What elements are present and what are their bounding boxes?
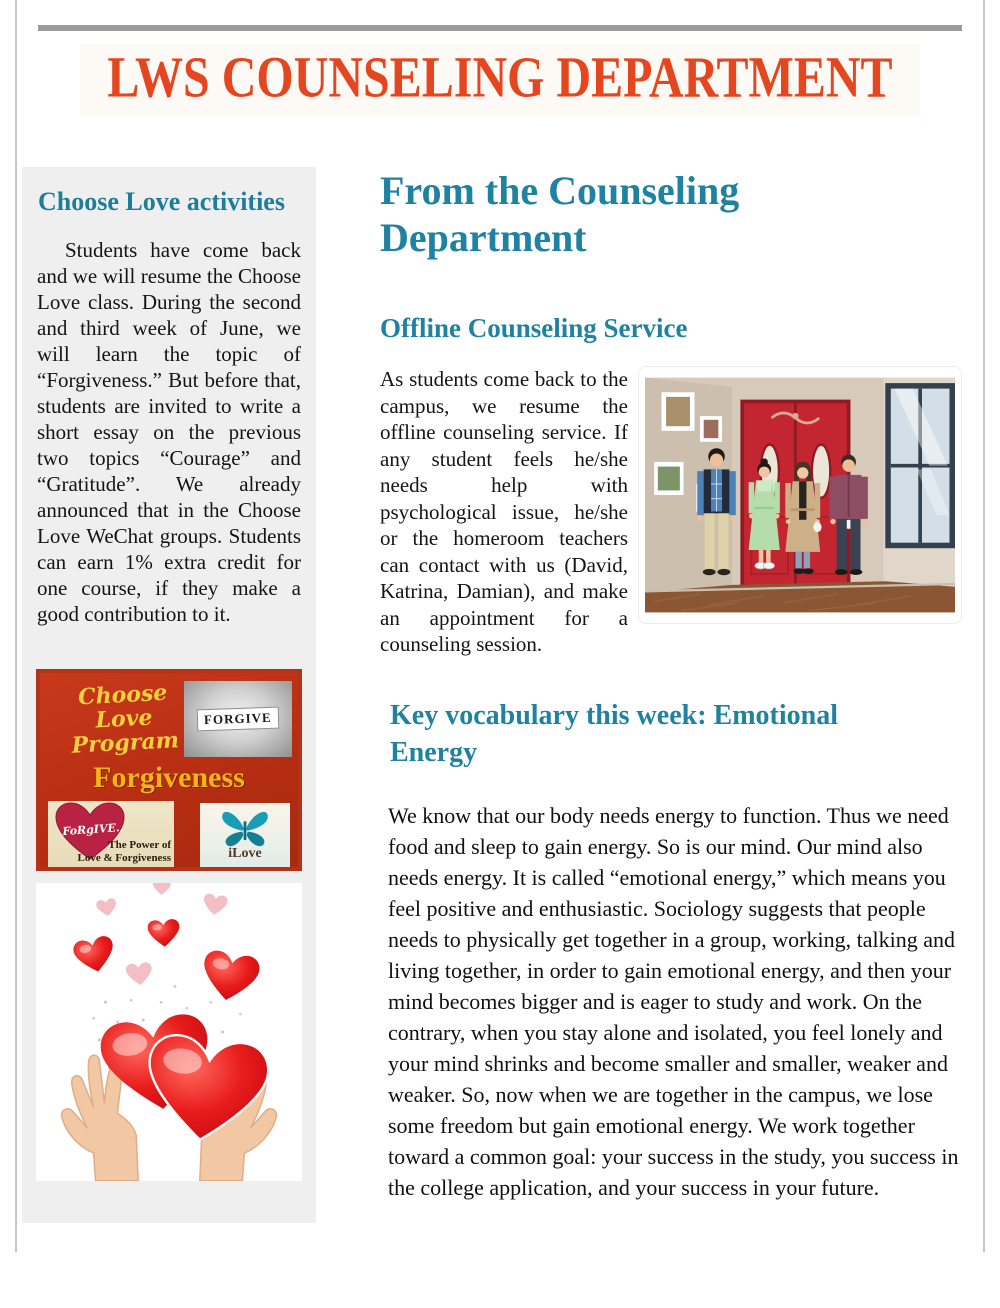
sidebar: [22, 167, 316, 1223]
collage-program-text: Choose Love Program: [70, 679, 180, 759]
collage-forgiveness-title: Forgiveness: [93, 761, 245, 794]
page-border-right: [983, 0, 985, 1252]
main-heading: From the Counseling Department: [380, 168, 740, 261]
top-rule: [38, 25, 962, 31]
offline-paragraph: As students come back to the campus, we resume the offline counseling service. If any student feels he/she needs help with psychological issue, he/she or the homeroom teachers can contact with us (David, Katrina, Damian), and make an appointment for a counseling session.: [380, 367, 628, 657]
sidebar-paragraph: Students have come back and we will resume the Choose Love class. During the second and third week of June, we will learn the topic of “Forgiveness.” But before that, students are invited to write a short essay on the previous two topics “Courage” and “Gratitude”. We already announced that in the Choose Love WeChat groups. Students can earn 1% extra credit for one course, if they make a good contribution to it.: [37, 238, 301, 626]
counseling-team-photo: [638, 366, 962, 624]
title-band: [80, 44, 920, 117]
power-of-love-text: The Power of Love & Forgiveness: [77, 839, 171, 864]
offline-section-heading: Offline Counseling Service: [380, 313, 688, 344]
ilove-text: iLove: [228, 845, 262, 861]
forgive-hands-photo: [184, 681, 292, 757]
floating-hearts: [72, 883, 262, 1005]
main-column: [380, 167, 962, 1203]
sidebar-heading: Choose Love activities: [38, 187, 285, 216]
heart-forgive-word: FoRgIVE..: [62, 820, 124, 839]
red-door-hallway-illustration: [645, 373, 955, 617]
hearts-hands-illustration: [36, 883, 302, 1181]
hearts-in-hands-image: [36, 883, 302, 1181]
ilove-butterfly-card: [200, 803, 290, 867]
page-border-left: [15, 0, 17, 1252]
keyvocab-paragraph: We know that our body needs energy to function. Thus we need food and sleep to gain energy. So is our mind. Our mind also needs energy. It is called “emotional energy,” which means you feel positive and enthusiastic. Sociology suggests that people needs to physically get together in a group, working, talking and living together, in order to gain emotional energy, and then your mind becomes bigger and is eager to study and work. On the contrary, when you stay alone and isolated, you feel lonely and your mind shrinks and become smaller and smaller, weaker and weaker. So, now when we are together in the campus, we lose some freedom but gain emotional energy. We work together toward a common goal: your success in the study, you success in the college application, and your success in your future.: [388, 802, 959, 1200]
page-title: LWS COUNSELING DEPARTMENT: [107, 45, 893, 110]
choose-love-collage: [36, 669, 302, 871]
butterfly-icon: [218, 809, 272, 849]
power-of-love-card: [48, 801, 174, 867]
keyvocab-section-heading: Key vocabulary this week: Emotional Energy: [390, 699, 838, 768]
offline-section: [380, 366, 962, 658]
hallway-window: [885, 383, 955, 548]
forgive-tag: FORGIVE: [197, 707, 279, 732]
